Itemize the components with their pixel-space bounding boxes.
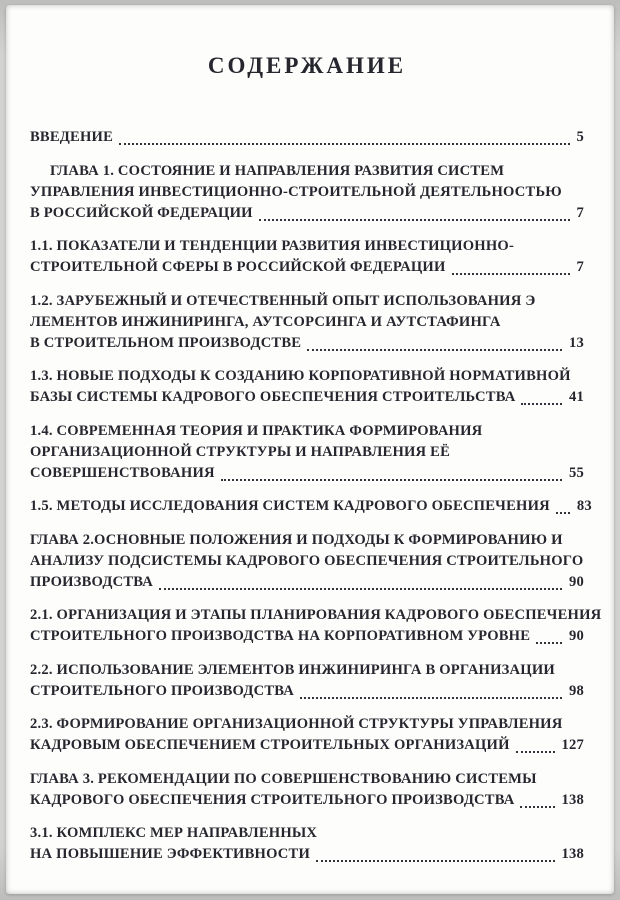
toc-entry-text: БАЗЫ СИСТЕМЫ КАДРОВОГО ОБЕСПЕЧЕНИЯ СТРОИТЕЛЬСТВА — [30, 389, 516, 405]
page-number: 7 — [576, 204, 584, 221]
toc-entry-text: 1.5. МЕТОДЫ ИССЛЕДОВАНИЯ СИСТЕМ КАДРОВОГО ОБЕСПЕЧЕНИЯ — [30, 498, 550, 514]
page-number: 127 — [561, 737, 584, 753]
toc-entry-line — [30, 257, 584, 278]
dotted-leader — [520, 806, 554, 808]
page-number: 138 — [561, 791, 584, 808]
toc-entry — [30, 421, 584, 484]
toc-entry — [30, 660, 584, 702]
toc-entry-line — [30, 714, 584, 735]
toc-entry-line — [30, 182, 584, 203]
toc-entry-line — [30, 387, 584, 408]
toc-entry-line — [30, 823, 584, 844]
toc-entry — [30, 366, 584, 408]
toc-entry-text: ОРГАНИЗАЦИОННОЙ СТРУКТУРЫ И НАПРАВЛЕНИЯ ЕЁ — [30, 443, 451, 460]
toc-entry-text: СОВЕРШЕНСТВОВАНИЯ — [30, 464, 215, 481]
page-title: СОДЕРЖАНИЕ — [207, 53, 407, 78]
toc-entry — [30, 496, 592, 517]
toc-entry — [30, 161, 584, 224]
page-number: 138 — [561, 846, 584, 862]
toc-entry-text: 1.2. ЗАРУБЕЖНЫЙ И ОТЕЧЕСТВЕННЫЙ ОПЫТ ИСПОЛЬЗОВАНИЯ Э — [30, 292, 536, 309]
toc-entry-text: 1.1. ПОКАЗАТЕЛИ И ТЕНДЕНЦИИ РАЗВИТИЯ ИНВЕСТИЦИОННО- — [30, 238, 515, 254]
toc-entry-text: 2.1. ОРГАНИЗАЦИЯ И ЭТАПЫ ПЛАНИРОВАНИЯ КАДРОВОГО ОБЕСПЕЧЕНИЯ — [30, 607, 602, 623]
toc-entry-line — [30, 203, 584, 224]
toc-entry-text: АНАЛИЗУ ПОДСИСТЕМЫ КАДРОВОГО ОБЕСПЕЧЕНИЯ СТРОИТЕЛЬНОГО — [30, 552, 584, 569]
page-number: 90 — [569, 628, 584, 644]
toc-entry-text: СТРОИТЕЛЬНОЙ СФЕРЫ В РОССИЙСКОЙ ФЕДЕРАЦИИ — [30, 259, 446, 275]
toc-entry-text: ГЛАВА 2.ОСНОВНЫЕ ПОЛОЖЕНИЯ И ПОДХОДЫ К ФОРМИРОВАНИЮ И — [30, 531, 563, 548]
toc-entry-text: 2.2. ИСПОЛЬЗОВАНИЕ ЭЛЕМЕНТОВ ИНЖИНИРИНГА В ОРГАНИЗАЦИИ — [30, 661, 555, 678]
dotted-leader — [300, 697, 562, 699]
page-number: 55 — [569, 464, 584, 481]
toc-entry — [30, 605, 602, 647]
toc-entry-line — [30, 127, 584, 148]
toc-entry-line — [30, 496, 592, 517]
page-number: 98 — [569, 682, 584, 699]
dotted-leader — [521, 403, 562, 405]
toc-list — [30, 127, 602, 865]
toc-entry-line — [30, 530, 584, 551]
dotted-leader — [556, 512, 570, 514]
toc-entry-text: КАДРОВОГО ОБЕСПЕЧЕНИЯ СТРОИТЕЛЬНОГО ПРОИЗВОДСТВА — [30, 791, 515, 808]
toc-entry — [30, 714, 584, 756]
toc-entry-text: КАДРОВЫМ ОБЕСПЕЧЕНИЕМ СТРОИТЕЛЬНЫХ ОРГАНИЗАЦИЙ — [30, 737, 510, 753]
toc-entry-text: УПРАВЛЕНИЯ ИНВЕСТИЦИОННО-СТРОИТЕЛЬНОЙ ДЕЯТЕЛЬНОСТЬЮ — [30, 183, 562, 200]
toc-entry-text: СТРОИТЕЛЬНОГО ПРОИЗВОДСТВА НА КОРПОРАТИВНОМ УРОВНЕ — [30, 628, 531, 644]
toc-entry-line — [30, 366, 584, 387]
page-number: 41 — [569, 389, 584, 405]
toc-entry-line — [30, 844, 584, 865]
page-number: 83 — [576, 498, 592, 514]
toc-entry-line — [30, 333, 584, 354]
toc-entry-line — [30, 291, 584, 312]
toc-entry-text: 1.4. СОВРЕМЕННАЯ ТЕОРИЯ И ПРАКТИКА ФОРМИРОВАНИЯ — [30, 422, 483, 439]
toc-entry-text: ЛЕМЕНТОВ ИНЖИНИРИНГА, АУТСОРСИНГА И АУТСТАФИНГА — [30, 313, 501, 330]
page-number: 90 — [569, 573, 584, 590]
toc-entry-line — [30, 421, 584, 442]
dotted-leader — [452, 273, 570, 275]
page-number: 5 — [576, 129, 584, 145]
toc-entry-text: НА ПОВЫШЕНИЕ ЭФФЕКТИВНОСТИ — [30, 846, 311, 862]
toc-entry — [30, 823, 584, 865]
toc-entry-text: ГЛАВА 3. РЕКОМЕНДАЦИИ ПО СОВЕРШЕНСТВОВАНИЮ СИСТЕМЫ — [30, 770, 537, 787]
toc-entry-line — [30, 551, 584, 572]
toc-entry — [30, 291, 584, 354]
toc-entry-text: В РОССИЙСКОЙ ФЕДЕРАЦИИ — [30, 204, 253, 221]
dotted-leader — [516, 751, 555, 753]
toc-entry-line — [30, 605, 602, 626]
dotted-leader — [159, 588, 562, 590]
dotted-leader — [307, 349, 562, 351]
page-number: 13 — [569, 334, 584, 351]
toc-entry-text: ВВЕДЕНИЕ — [30, 129, 114, 145]
toc-entry-text: ПРОИЗВОДСТВА — [30, 573, 154, 590]
toc-entry-text: 3.1. КОМПЛЕКС МЕР НАПРАВЛЕННЫХ — [30, 825, 318, 841]
toc-entry-line — [30, 626, 584, 647]
toc-entry — [30, 530, 584, 593]
toc-entry-line — [30, 660, 584, 681]
toc-entry-line — [30, 161, 584, 182]
toc-entry — [30, 236, 584, 278]
toc-entry-text: В СТРОИТЕЛЬНОМ ПРОИЗВОДСТВЕ — [30, 334, 302, 351]
toc-entry-text: 1.3. НОВЫЕ ПОДХОДЫ К СОЗДАНИЮ КОРПОРАТИВНОЙ НОРМАТИВНОЙ — [30, 368, 571, 384]
toc-entry-line — [30, 312, 584, 333]
page-number: 7 — [576, 259, 584, 275]
dotted-leader — [221, 479, 562, 481]
toc-entry — [30, 769, 584, 811]
toc-entry-line — [30, 236, 584, 257]
toc-entry-text: СТРОИТЕЛЬНОГО ПРОИЗВОДСТВА — [30, 682, 295, 699]
dotted-leader — [119, 143, 569, 145]
toc-entry-line — [30, 463, 584, 484]
toc-entry-line — [30, 735, 584, 756]
toc-entry — [30, 127, 584, 148]
toc-entry-line — [30, 442, 584, 463]
dotted-leader — [536, 642, 562, 644]
toc-entry-line — [30, 769, 584, 790]
dotted-leader — [316, 860, 554, 862]
toc-entry-line — [30, 790, 584, 811]
dotted-leader — [259, 219, 570, 221]
toc-entry-text: 2.3. ФОРМИРОВАНИЕ ОРГАНИЗАЦИОННОЙ СТРУКТУРЫ УПРАВЛЕНИЯ — [30, 716, 563, 732]
toc-entry-line — [30, 681, 584, 702]
toc-entry-text: ГЛАВА 1. СОСТОЯНИЕ И НАПРАВЛЕНИЯ РАЗВИТИЯ СИСТЕМ — [50, 162, 505, 179]
toc-entry-line — [30, 572, 584, 593]
book-page — [6, 5, 614, 894]
